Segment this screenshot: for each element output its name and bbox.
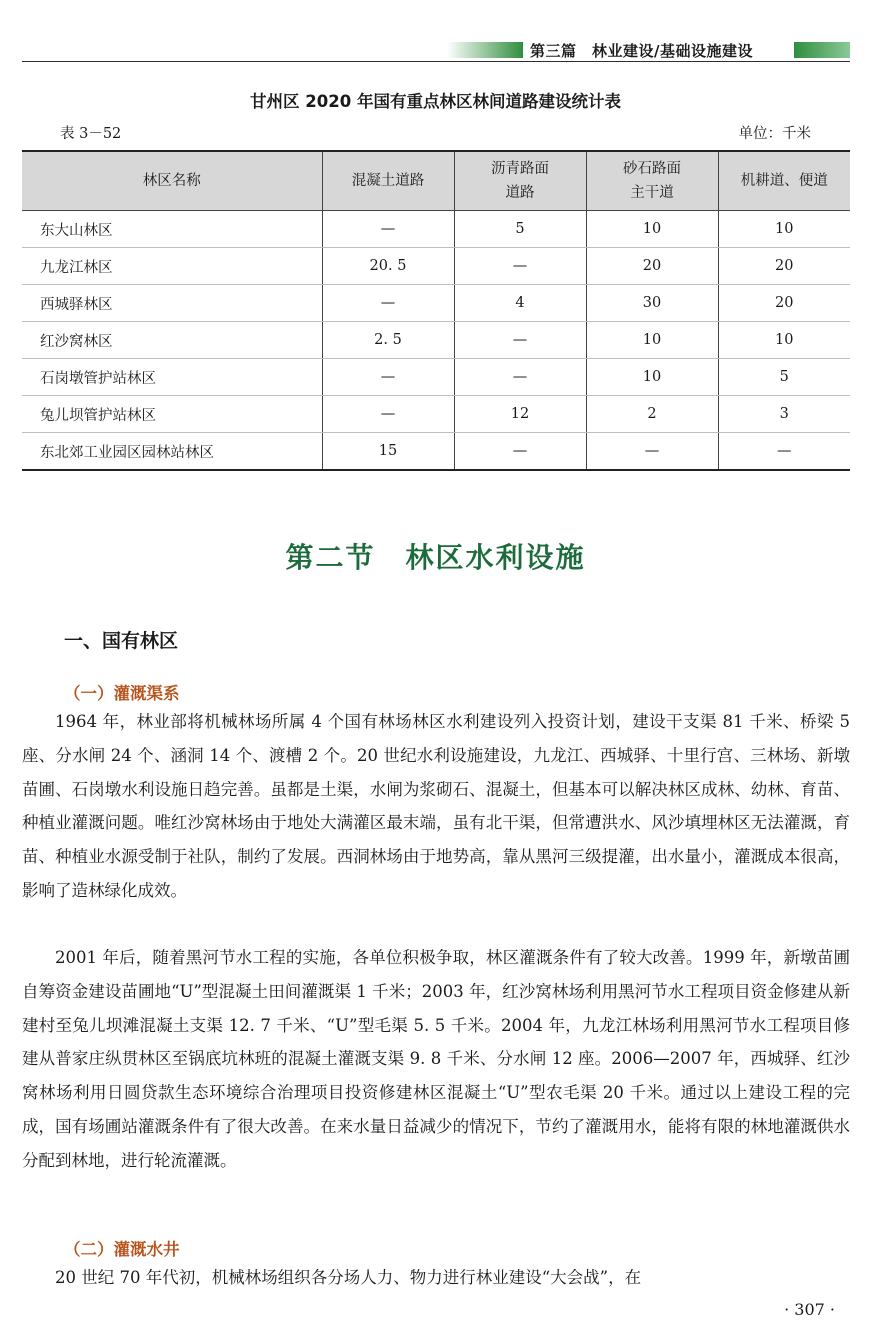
- table-cell: 10: [718, 211, 850, 248]
- table-unit: 单位：千米: [738, 126, 811, 142]
- table-row: [22, 396, 850, 433]
- table-title: 甘州区 2020 年国有重点林区林间道路建设统计表: [250, 92, 621, 111]
- table-row: [22, 322, 850, 359]
- table-cell: —: [454, 248, 586, 285]
- table-cell: 石岗墩管护站林区: [22, 359, 322, 396]
- table-cell: 西城驿林区: [22, 285, 322, 322]
- table-cell: 5: [454, 211, 586, 248]
- table-cell: —: [322, 211, 454, 248]
- subheading-irrigation-wells: （二）灌溉水井: [64, 1240, 180, 1259]
- section-title: 第二节 林区水利设施: [285, 541, 586, 574]
- table-cell: 10: [586, 211, 718, 248]
- table-cell: 5: [718, 359, 850, 396]
- table-cell: —: [718, 433, 850, 471]
- column-header: 砂石路面 主干道: [586, 151, 718, 211]
- table-cell: 东大山林区: [22, 211, 322, 248]
- table-cell: 4: [454, 285, 586, 322]
- table-cell: —: [322, 285, 454, 322]
- table-cell: —: [454, 433, 586, 471]
- table-cell: 2. 5: [322, 322, 454, 359]
- header-gradient-right: [794, 42, 850, 58]
- table-number: 表 3－52: [60, 126, 122, 142]
- table-cell: 15: [322, 433, 454, 471]
- table-row: [22, 359, 850, 396]
- column-header: 机耕道、便道: [718, 151, 850, 211]
- table-row: [22, 211, 850, 248]
- table-cell: 2: [586, 396, 718, 433]
- table-cell: —: [322, 396, 454, 433]
- subheading-irrigation-canals: （一）灌溉渠系: [64, 684, 180, 703]
- table-cell: —: [454, 322, 586, 359]
- running-header: [22, 40, 850, 62]
- table-cell: 30: [586, 285, 718, 322]
- page-number: · 307 ·: [784, 1300, 835, 1319]
- running-title: 第三篇 林业建设/基础设施建设: [530, 42, 753, 60]
- table-cell: 兔儿坝管护站林区: [22, 396, 322, 433]
- column-header: 沥青路面 道路: [454, 151, 586, 211]
- table-cell: 10: [586, 359, 718, 396]
- table-cell: —: [322, 359, 454, 396]
- header-gradient-left: [447, 42, 523, 58]
- table-row: [22, 433, 850, 471]
- table-cell: 3: [718, 396, 850, 433]
- table-cell: —: [586, 433, 718, 471]
- table-header-row: [22, 151, 850, 211]
- paragraph-canals-history: 1964 年，林业部将机械林场所属 4 个国有林场林区水利建设列入投资计划，建设干支渠 81 千米、桥梁 5 座、分水闸 24 个、涵洞 14 个、渡槽 2 个。20 世纪水利设施建设，九龙江、西城驿、十里行宫、三林场、新墩苗圃、石岗墩水利设施日趋完善。虽都是土渠，水闸为浆砌石、混凝土，但基本可以解决林区成林、幼林、育苗、种植业灌溉问题。唯红沙窝林场由于地处大满灌区最末端，虽有北干渠，但常遭洪水、风沙填埋林区无法灌溉，育苗、种植业水源受制于社队，制约了发展。西洞林场由于地势高，靠从黑河三级提灌，出水量小，灌溉成本很高，影响了造林绿化成效。: [22, 712, 850, 900]
- paragraph-canals-improvement: 2001 年后，随着黑河节水工程的实施，各单位积极争取，林区灌溉条件有了较大改善。1999 年，新墩苗圃自筹资金建设苗圃地“U”型混凝土田间灌溉渠 1 千米；2003 年，红沙窝林场利用黑河节水工程项目资金修建从新建村至兔儿坝滩混凝土支渠 12. 7 千米、“U”型毛渠 5. 5 千米。2004 年，九龙江林场利用黑河节水工程项目修建从普家庄纵贯林区至锅底坑林班的混凝土灌溉支渠 9. 8 千米、分水闸 12 座。2006—2007 年，西城驿、红沙窝林场利用日圆贷款生态环境综合治理项目投资修建林区混凝土“U”型农毛渠 20 千米。通过以上建设工程的完成，国有场圃站灌溉条件有了很大改善。在来水量日益减少的情况下，节约了灌溉用水，能将有限的林地灌溉供水分配到林地，进行轮流灌溉。: [22, 948, 850, 1170]
- road-statistics-table: [22, 150, 850, 471]
- table-row: [22, 248, 850, 285]
- table-cell: 20: [718, 285, 850, 322]
- header-rule: [22, 61, 850, 62]
- table-cell: —: [454, 359, 586, 396]
- table-cell: 九龙江林区: [22, 248, 322, 285]
- paragraph-wells: 20 世纪 70 年代初，机械林场组织各分场人力、物力进行林业建设“大会战”，在: [55, 1268, 642, 1287]
- table-cell: 东北郊工业园区园林站林区: [22, 433, 322, 471]
- table-cell: 红沙窝林区: [22, 322, 322, 359]
- table-cell: 20. 5: [322, 248, 454, 285]
- heading-state-forest: 一、国有林区: [64, 630, 179, 652]
- column-header: 混凝土道路: [322, 151, 454, 211]
- table-cell: 20: [586, 248, 718, 285]
- table-row: [22, 285, 850, 322]
- column-header: 林区名称: [22, 151, 322, 211]
- table-cell: 10: [586, 322, 718, 359]
- table-cell: 12: [454, 396, 586, 433]
- table-cell: 20: [718, 248, 850, 285]
- table-cell: 10: [718, 322, 850, 359]
